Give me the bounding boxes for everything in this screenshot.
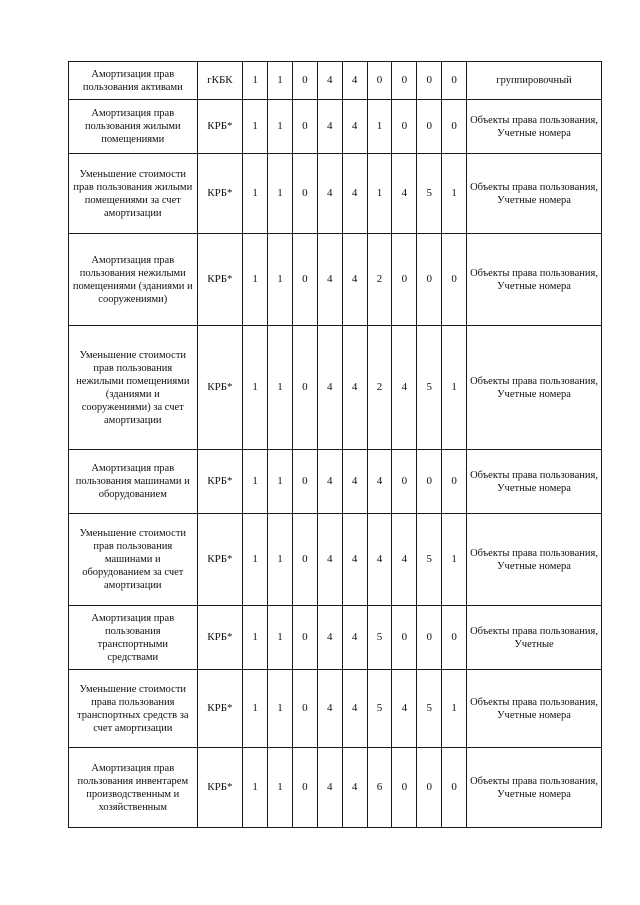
- account-digit: 1: [243, 326, 268, 450]
- account-digit: 1: [268, 100, 293, 154]
- account-digit: 1: [268, 606, 293, 670]
- account-digit: 1: [367, 154, 392, 234]
- account-analytics: Объекты права пользования, Учетные номера: [467, 670, 602, 748]
- table-row: [69, 514, 602, 606]
- account-code: КРБ*: [197, 514, 243, 606]
- account-digit: 0: [442, 748, 467, 828]
- account-code: КРБ*: [197, 234, 243, 326]
- account-digit: 0: [392, 62, 417, 100]
- account-code: КРБ*: [197, 100, 243, 154]
- account-digit: 4: [392, 670, 417, 748]
- account-digit: 4: [317, 670, 342, 748]
- account-digit: 0: [417, 62, 442, 100]
- account-code: КРБ*: [197, 450, 243, 514]
- account-digit: 1: [243, 100, 268, 154]
- account-digit: 1: [243, 450, 268, 514]
- account-digit: 1: [243, 606, 268, 670]
- account-digit: 2: [367, 326, 392, 450]
- account-digit: 1: [243, 514, 268, 606]
- account-digit: 0: [392, 100, 417, 154]
- account-digit: 4: [342, 100, 367, 154]
- account-code: КРБ*: [197, 748, 243, 828]
- account-analytics: Объекты права пользования, Учетные номера: [467, 326, 602, 450]
- account-digit: 4: [342, 326, 367, 450]
- account-digit: 1: [442, 154, 467, 234]
- account-digit: 2: [367, 234, 392, 326]
- account-digit: 4: [342, 670, 367, 748]
- account-analytics: Объекты права пользования, Учетные номера: [467, 514, 602, 606]
- table-row: [69, 450, 602, 514]
- account-digit: 5: [417, 670, 442, 748]
- account-digit: 4: [342, 62, 367, 100]
- account-digit: 6: [367, 748, 392, 828]
- account-name: Амортизация прав пользования жилыми помещениями: [69, 100, 198, 154]
- account-digit: 4: [317, 62, 342, 100]
- account-analytics: Объекты права пользования, Учетные номера: [467, 748, 602, 828]
- account-digit: 0: [392, 234, 417, 326]
- table-row: [69, 234, 602, 326]
- account-digit: 1: [367, 100, 392, 154]
- table-row: [69, 100, 602, 154]
- account-digit: 4: [317, 326, 342, 450]
- account-digit: 4: [342, 234, 367, 326]
- account-analytics: группировочный: [467, 62, 602, 100]
- account-name: Уменьшение стоимости прав пользования машинами и оборудованием за счет амортизации: [69, 514, 198, 606]
- account-digit: 0: [292, 606, 317, 670]
- account-digit: 0: [292, 748, 317, 828]
- account-code: КРБ*: [197, 670, 243, 748]
- account-digit: 0: [417, 450, 442, 514]
- account-analytics: Объекты права пользования, Учетные номера: [467, 100, 602, 154]
- account-analytics: Объекты права пользования, Учетные номера: [467, 450, 602, 514]
- table-row: [69, 748, 602, 828]
- account-digit: 0: [292, 100, 317, 154]
- account-digit: 4: [342, 450, 367, 514]
- account-code: КРБ*: [197, 326, 243, 450]
- table-row: [69, 62, 602, 100]
- account-digit: 4: [317, 234, 342, 326]
- account-digit: 4: [342, 514, 367, 606]
- account-digit: 1: [268, 62, 293, 100]
- account-digit: 4: [392, 514, 417, 606]
- account-digit: 4: [317, 450, 342, 514]
- account-name: Уменьшение стоимости прав пользования жилыми помещениями за счет амортизации: [69, 154, 198, 234]
- account-digit: 1: [268, 450, 293, 514]
- account-digit: 4: [342, 154, 367, 234]
- account-name: Амортизация прав пользования машинами и оборудованием: [69, 450, 198, 514]
- account-digit: 1: [442, 514, 467, 606]
- account-name: Уменьшение стоимости прав пользования нежилыми помещениями (зданиями и сооружениями) за счет амортизации: [69, 326, 198, 450]
- account-digit: 0: [417, 748, 442, 828]
- account-digit: 1: [243, 62, 268, 100]
- account-analytics: Объекты права пользования, Учетные номера: [467, 234, 602, 326]
- account-digit: 4: [317, 154, 342, 234]
- account-analytics: Объекты права пользования, Учетные: [467, 606, 602, 670]
- table-body: [69, 62, 602, 828]
- account-digit: 5: [417, 154, 442, 234]
- account-digit: 0: [442, 450, 467, 514]
- account-digit: 4: [367, 514, 392, 606]
- account-digit: 4: [392, 326, 417, 450]
- account-name: Амортизация прав пользования нежилыми помещениями (зданиями и сооружениями): [69, 234, 198, 326]
- accounts-table: [68, 61, 602, 828]
- account-digit: 1: [442, 326, 467, 450]
- account-digit: 0: [292, 514, 317, 606]
- account-digit: 1: [268, 326, 293, 450]
- account-digit: 5: [367, 670, 392, 748]
- account-digit: 0: [442, 62, 467, 100]
- account-code: КРБ*: [197, 606, 243, 670]
- account-digit: 0: [292, 670, 317, 748]
- account-digit: 1: [243, 154, 268, 234]
- account-digit: 4: [342, 606, 367, 670]
- account-digit: 0: [367, 62, 392, 100]
- table-row: [69, 606, 602, 670]
- account-digit: 4: [342, 748, 367, 828]
- account-digit: 1: [268, 748, 293, 828]
- account-digit: 1: [442, 670, 467, 748]
- account-digit: 1: [268, 514, 293, 606]
- account-digit: 0: [417, 606, 442, 670]
- account-digit: 1: [243, 748, 268, 828]
- account-digit: 4: [367, 450, 392, 514]
- account-digit: 0: [442, 100, 467, 154]
- account-digit: 0: [292, 326, 317, 450]
- account-digit: 0: [442, 234, 467, 326]
- account-digit: 5: [417, 514, 442, 606]
- account-code: КРБ*: [197, 154, 243, 234]
- table-row: [69, 154, 602, 234]
- account-digit: 1: [268, 234, 293, 326]
- account-digit: 4: [317, 606, 342, 670]
- account-digit: 1: [268, 670, 293, 748]
- account-digit: 4: [392, 154, 417, 234]
- account-digit: 4: [317, 100, 342, 154]
- account-digit: 4: [317, 514, 342, 606]
- account-digit: 4: [317, 748, 342, 828]
- account-name: Уменьшение стоимости права пользования транспортных средств за счет амортизации: [69, 670, 198, 748]
- account-digit: 1: [243, 670, 268, 748]
- account-digit: 1: [268, 154, 293, 234]
- account-digit: 0: [417, 234, 442, 326]
- account-digit: 5: [417, 326, 442, 450]
- account-digit: 0: [417, 100, 442, 154]
- account-name: Амортизация прав пользования инвентарем производственным и хозяйственным: [69, 748, 198, 828]
- account-name: Амортизация прав пользования активами: [69, 62, 198, 100]
- account-digit: 1: [243, 234, 268, 326]
- table-row: [69, 326, 602, 450]
- account-digit: 0: [292, 154, 317, 234]
- account-digit: 0: [292, 234, 317, 326]
- account-digit: 0: [442, 606, 467, 670]
- account-digit: 0: [392, 606, 417, 670]
- account-digit: 0: [292, 62, 317, 100]
- account-digit: 0: [292, 450, 317, 514]
- account-name: Амортизация прав пользования транспортными средствами: [69, 606, 198, 670]
- account-digit: 5: [367, 606, 392, 670]
- table-row: [69, 670, 602, 748]
- account-digit: 0: [392, 450, 417, 514]
- account-analytics: Объекты права пользования, Учетные номера: [467, 154, 602, 234]
- account-digit: 0: [392, 748, 417, 828]
- account-code: гКБК: [197, 62, 243, 100]
